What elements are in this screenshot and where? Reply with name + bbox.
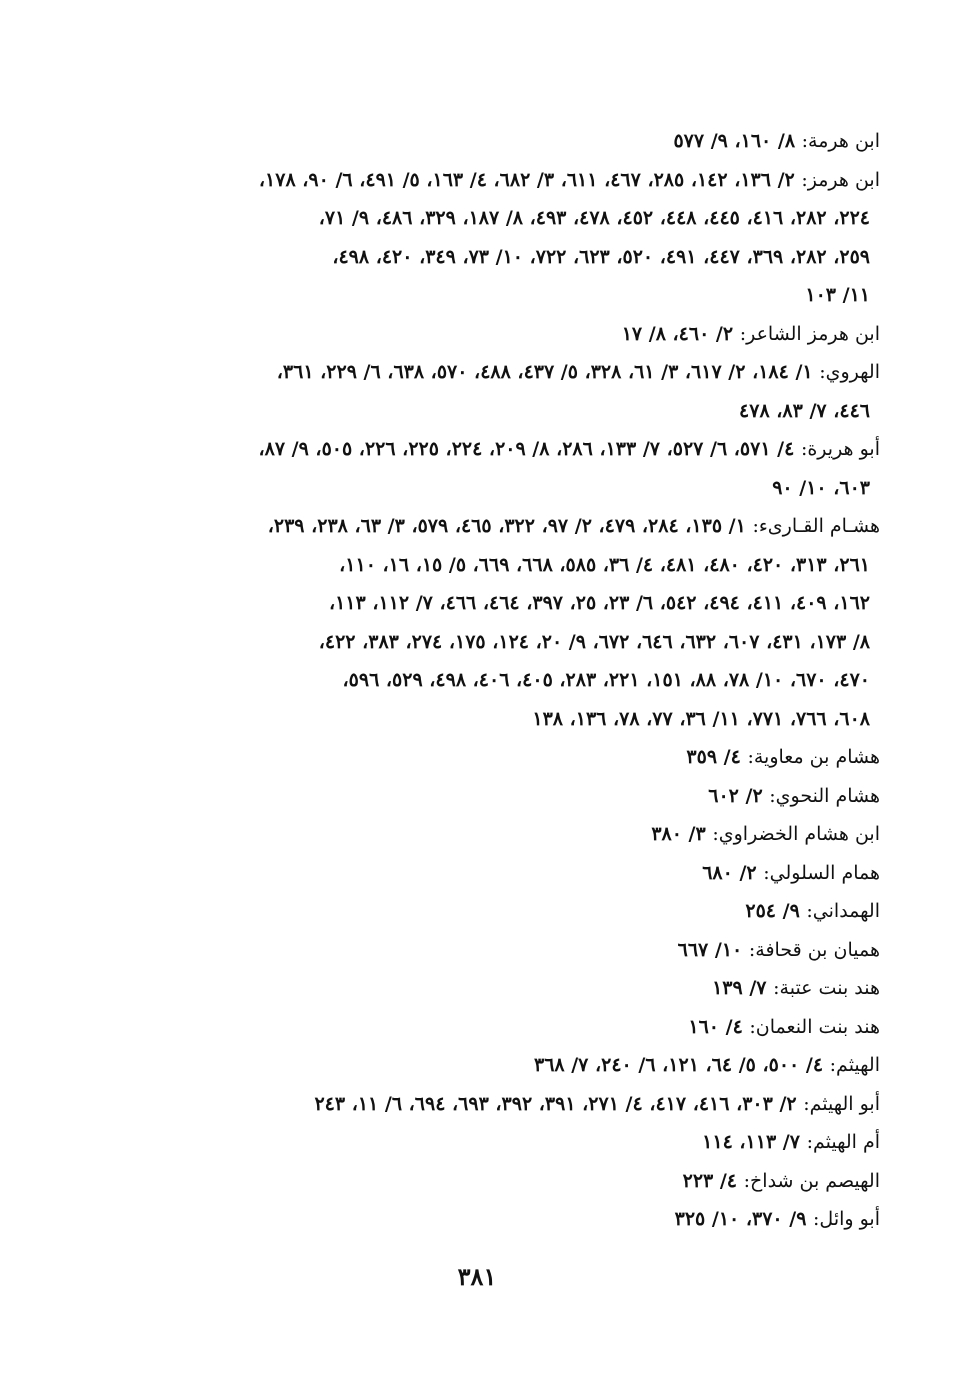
entry-name: الهيصم بن شداخ:: [743, 1169, 880, 1192]
index-entry: [125, 1162, 880, 1201]
entry-references: ٤/ ١٦٠: [688, 1015, 743, 1038]
index-entry: [125, 1008, 880, 1047]
entry-first-line: [125, 854, 880, 893]
entry-first-line: [125, 1123, 880, 1162]
entry-references: ٢/ ٦٨٠: [702, 861, 757, 884]
entry-references: ٩/ ٣٧٠، ١٠/ ٣٢٥: [674, 1208, 807, 1230]
entry-name: أبو وائل:: [813, 1208, 880, 1230]
entry-first-line: [125, 815, 880, 854]
entry-name: أم الهيثم:: [806, 1131, 880, 1153]
entry-references: ٣/ ٣٨٠: [651, 823, 706, 845]
entry-name: هميان بن قحافة:: [748, 938, 880, 961]
entry-first-line: [125, 1008, 880, 1047]
entry-name: أبو الهيثم:: [803, 1092, 880, 1115]
index-entry: [125, 353, 880, 430]
entry-continuation-line: [125, 661, 880, 700]
entry-continuation-line: [125, 546, 880, 585]
entry-continuation-line: [125, 276, 880, 315]
index-entry: [125, 1085, 880, 1124]
entry-name: الهمداني:: [806, 900, 880, 922]
index-entry: [125, 815, 880, 854]
index-entry: [125, 738, 880, 777]
entry-name: هشام النحوي:: [769, 784, 880, 807]
entry-name: ابن هرمز:: [801, 168, 880, 191]
index-entry: [125, 1123, 880, 1162]
index-entry: [125, 931, 880, 970]
entry-name: الهروي:: [819, 361, 880, 383]
entry-name: الهيثم:: [829, 1054, 880, 1076]
index-entry: [125, 161, 880, 315]
index-entry: [125, 1200, 880, 1239]
index-entry: [125, 969, 880, 1008]
entry-references: ١٠/ ٦٦٧: [677, 938, 743, 961]
entry-references: ٩/ ٢٥٤: [745, 900, 800, 922]
entry-references: ١/ ١٣٥، ٢٨٤، ٤٧٩، ٢/ ٩٧، ٣٢٢، ٤٦٥، ٥٧٩، ٣/ ٦٣، ٢٣٨، ٢٣٩،: [267, 515, 746, 537]
entry-first-line: [125, 161, 880, 200]
entry-first-line: [125, 122, 880, 161]
entry-references: ٢/ ٤٦٠، ٨/ ١٧: [621, 322, 734, 345]
entry-references: ٢/ ٦٠٢: [708, 784, 763, 807]
index-entry: [125, 430, 880, 507]
entry-name: هشـام القـارىء:: [752, 515, 880, 537]
entry-name: هند بنت النعمان:: [749, 1015, 880, 1038]
entry-first-line: [125, 507, 880, 546]
index-list: [125, 122, 880, 1239]
entry-continuation-line: [125, 392, 880, 431]
entry-first-line: [125, 969, 880, 1008]
entry-continuation-line: [125, 623, 880, 662]
entry-name: هشام بن معاوية:: [747, 746, 880, 768]
entry-first-line: [125, 1162, 880, 1201]
entry-first-line: [125, 430, 880, 469]
entry-references: ٨/ ١٧٣، ٤٣١، ٦٠٧، ٦٣٢، ٦٤٦، ٦٧٢، ٩/ ٢٠، ١٢٤، ١٧٥، ٢٧٤، ٣٨٣، ٤٢٢،: [318, 630, 870, 653]
index-entry: [125, 892, 880, 931]
entry-name: ابن هشام الخضراوي:: [712, 823, 880, 845]
entry-references: ٤/ ٢٢٣: [682, 1169, 738, 1192]
entry-first-line: [125, 1200, 880, 1239]
entry-name: أبو هريرة:: [800, 438, 880, 460]
entry-references: ١/ ١٨٤، ٢/ ٦١٧، ٣/ ٦١، ٣٢٨، ٥/ ٤٣٧، ٤٨٨، ٥٧٠، ٦٣٨، ٦/ ٢٢٩، ٣٦١،: [276, 361, 813, 383]
entry-references: ٤/ ٣٥٩: [686, 746, 741, 768]
entry-references: ٨/ ١٦٠، ٩/ ٥٧٧: [673, 130, 796, 152]
entry-references: ٤٧٠، ٦٧٠، ١٠/ ٧٨، ٨٨، ١٥١، ٢٢١، ٢٨٣، ٤٠٥، ٤٠٦، ٤٩٨، ٥٢٩، ٥٩٦،: [342, 669, 870, 691]
entry-continuation-line: [125, 700, 880, 739]
entry-references: ١١/ ١٠٣: [805, 284, 870, 306]
entry-references: ٢٢٤، ٢٨٢، ٤١٦، ٤٤٥، ٤٤٨، ٤٥٢، ٤٧٨، ٤٩٣، ٨/ ١٨٧، ٣٢٩، ٤٨٦، ٩/ ٧١،: [318, 207, 870, 229]
index-entry: [125, 315, 880, 354]
index-entry: [125, 854, 880, 893]
index-entry: [125, 122, 880, 161]
entry-first-line: [125, 353, 880, 392]
entry-first-line: [125, 1046, 880, 1085]
entry-references: ٢٥٩، ٢٨٢، ٣٦٩، ٤٤٧، ٤٩١، ٥٢٠، ٦٢٣، ٧٢٢، ١٠/ ٧٣، ٣٤٩، ٤٢٠، ٤٩٨،: [332, 245, 870, 268]
entry-first-line: [125, 777, 880, 816]
entry-first-line: [125, 892, 880, 931]
entry-references: ٦٠٨، ٧٦٦، ٧٧١، ١١/ ٣٦، ٧٧، ٧٨، ١٣٦، ١٣٨: [532, 707, 870, 730]
entry-continuation-line: [125, 238, 880, 277]
entry-references: ٢٦١، ٣١٣، ٤٢٠، ٤٨٠، ٤٨١، ٤/ ٣٦، ٥٨٥، ٦٦٨، ٦٦٩، ٥/ ١٥، ١٦، ١١٠،: [339, 553, 870, 576]
entry-name: ابن هرمز الشاعر:: [739, 322, 880, 345]
entry-references: ٢/ ١٣٦، ١٤٢، ٢٨٥، ٤٦٧، ٦١١، ٣/ ٦٨٢، ٤/ ١٦٣، ٥/ ٤٩١، ٦/ ٩٠، ١٧٨،: [258, 168, 795, 191]
entry-references: ٧/ ١١٣، ١١٤: [702, 1131, 800, 1153]
index-entry: [125, 777, 880, 816]
entry-first-line: [125, 315, 880, 354]
index-entry: [125, 507, 880, 738]
entry-references: ١٦٢، ٤٠٩، ٤١١، ٤٩٤، ٥٤٢، ٦/ ٢٣، ٢٥، ٣٩٧، ٤٦٤، ٤٦٦، ٧/ ١١٢، ١١٣،: [328, 592, 870, 614]
entry-name: همام السلولي:: [763, 861, 880, 884]
entry-first-line: [125, 1085, 880, 1124]
entry-continuation-line: [125, 584, 880, 623]
entry-continuation-line: [125, 469, 880, 508]
entry-name: ابن هرمة:: [801, 130, 880, 152]
entry-first-line: [125, 738, 880, 777]
index-entry: [125, 1046, 880, 1085]
entry-references: ٤/ ٥٠٠، ٥/ ٦٤، ١٢١، ٦/ ٢٤٠، ٧/ ٣٦٨: [533, 1054, 824, 1076]
entry-references: ٤/ ٥٧١، ٦/ ٥٢٧، ٧/ ١٣٣، ٢٨٦، ٨/ ٢٠٩، ٢٢٤، ٢٢٥، ٢٢٦، ٥٠٥، ٩/ ٨٧،: [258, 438, 795, 460]
entry-references: ٤٤٦، ٧/ ٨٣، ٤٧٨: [739, 399, 870, 422]
entry-continuation-line: [125, 199, 880, 238]
entry-references: ٦٠٣، ١٠/ ٩٠: [772, 476, 870, 499]
entry-references: ٢/ ٣٠٣، ٤١٦، ٤١٧، ٤/ ٢٧١، ٣٩١، ٣٩٢، ٦٩٣، ٦٩٤، ٦/ ١١، ٢٤٣: [314, 1092, 797, 1115]
entry-name: هند بنت عتبة:: [773, 977, 880, 999]
page-number: ٣٨١: [457, 1262, 497, 1291]
entry-references: ٧/ ١٣٩: [712, 977, 767, 999]
entry-first-line: [125, 931, 880, 970]
